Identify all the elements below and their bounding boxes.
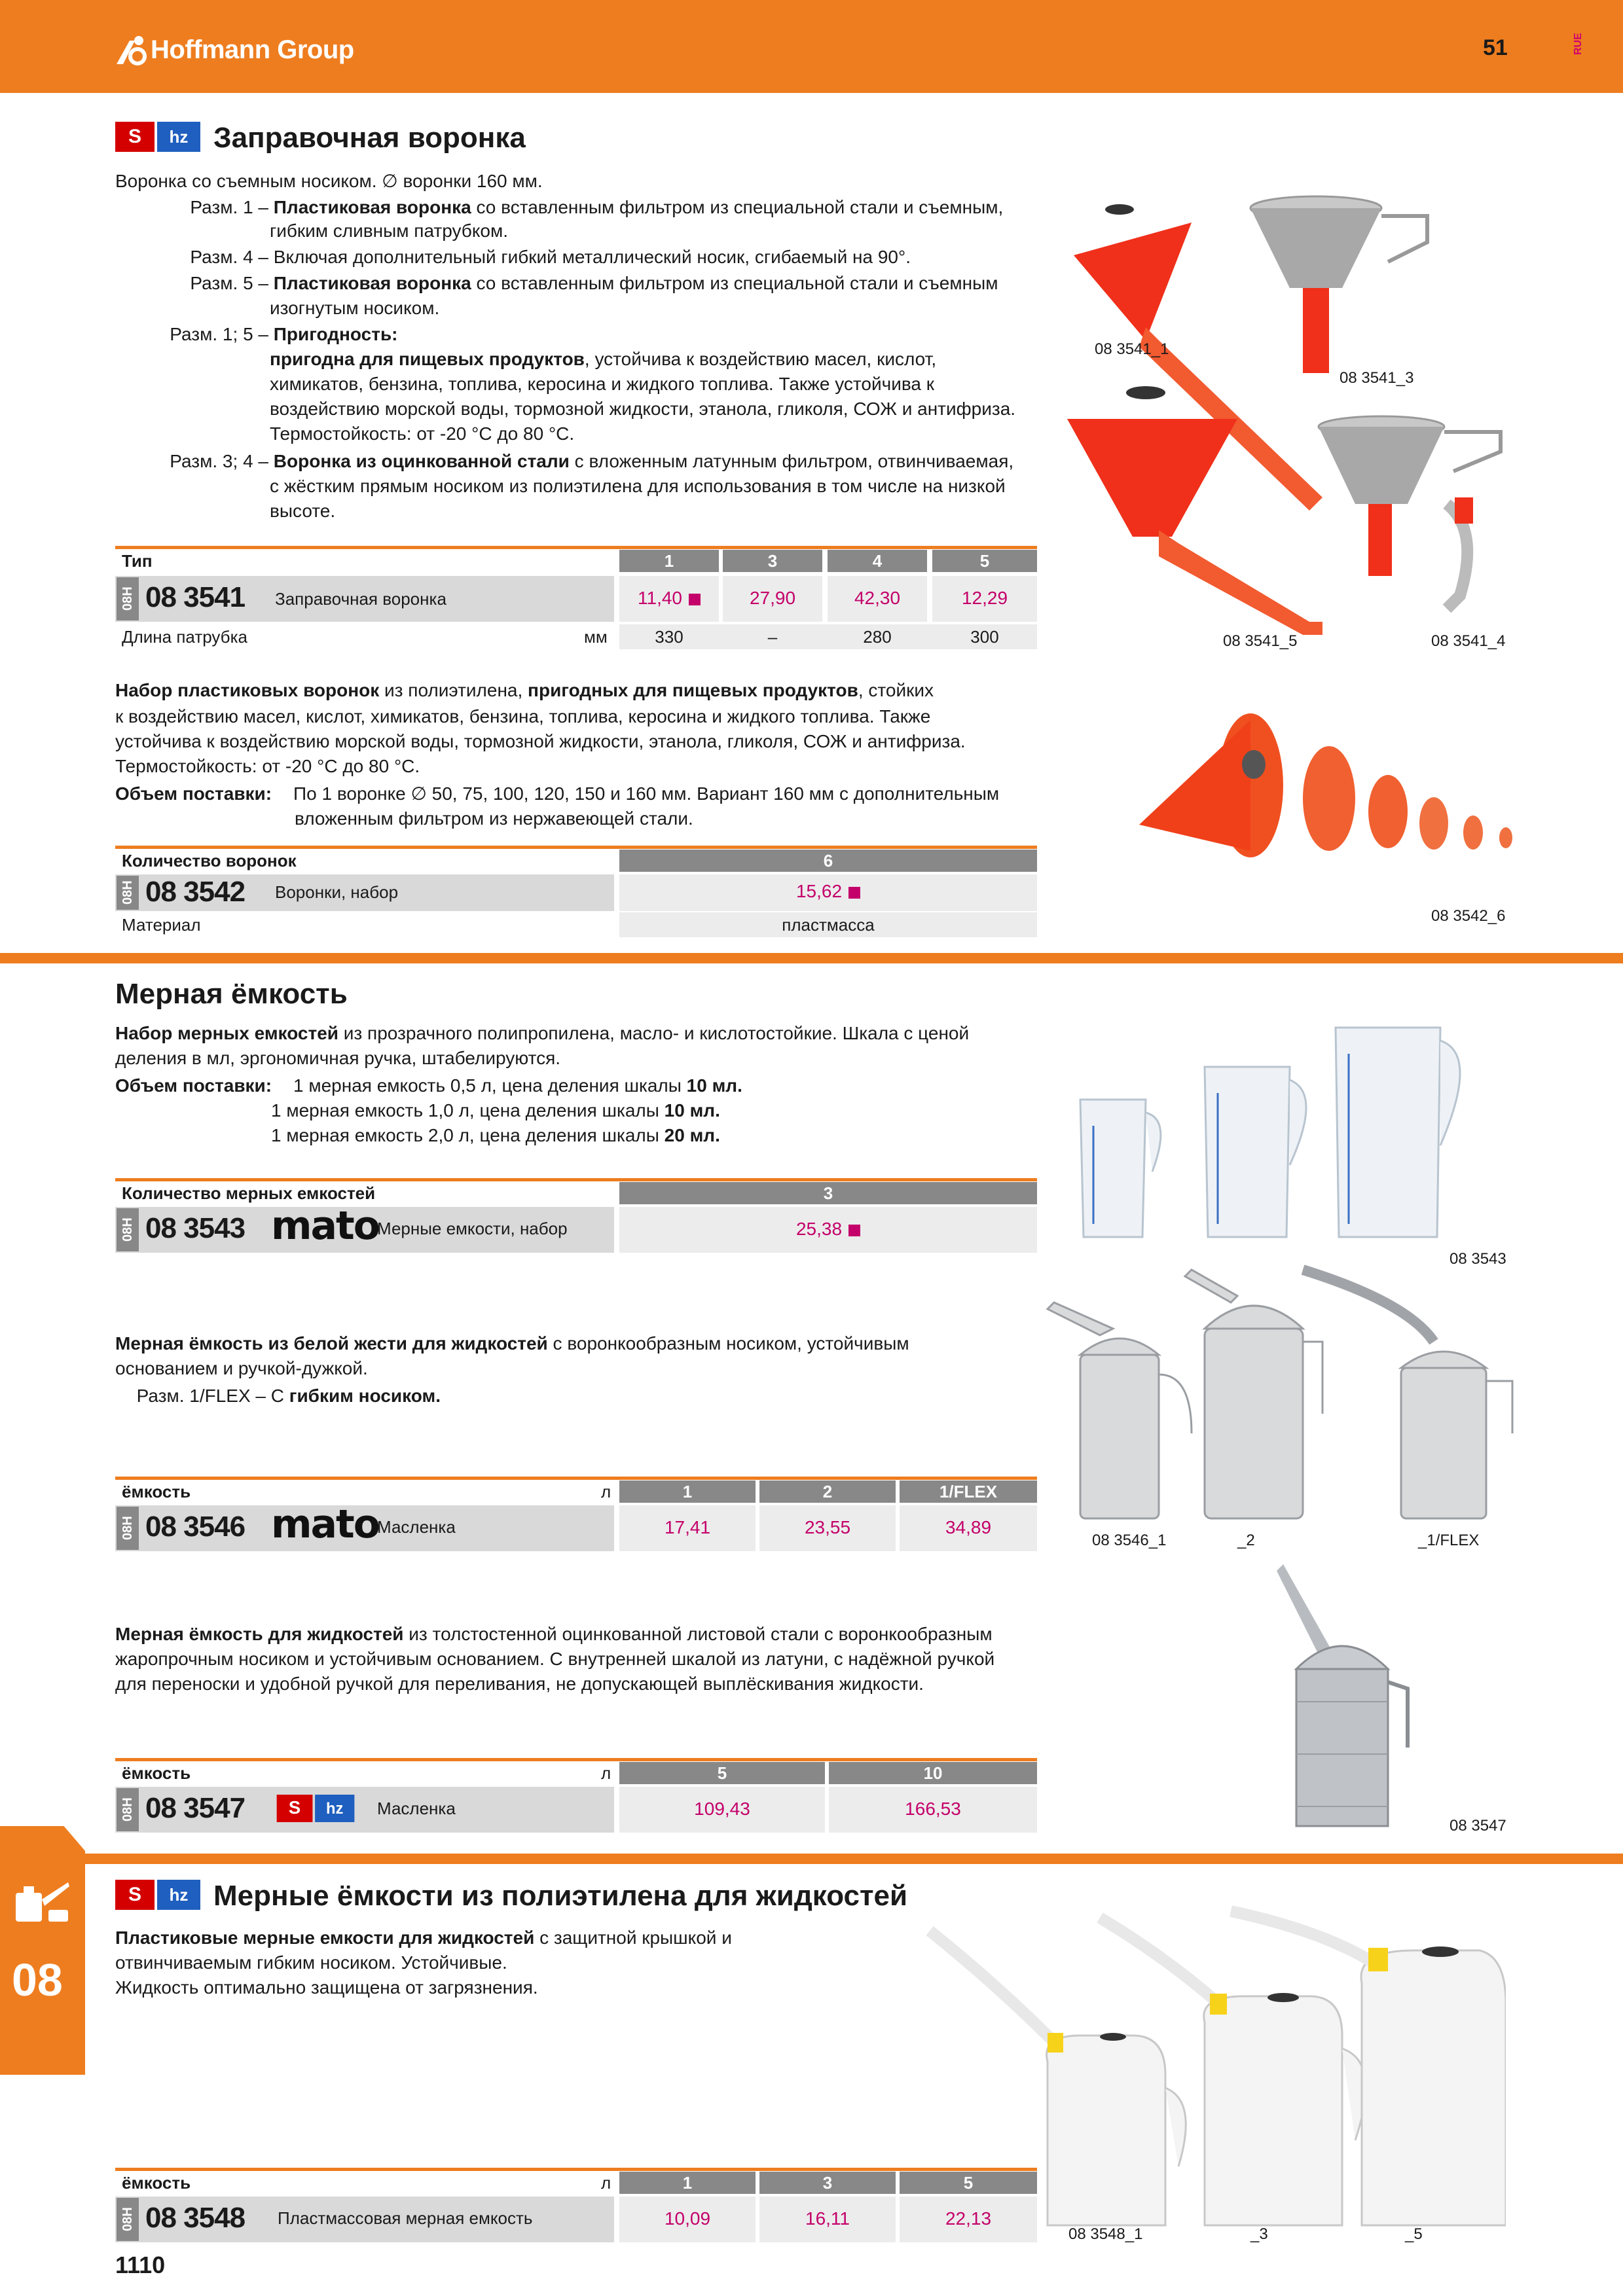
col-head: 1 [682,2173,693,2193]
size-label: Разм. 1; 5 – [170,324,268,344]
suitability-text-1: пригодна для пищевых продуктов, устойчива к воздействию масел, кислот, [270,349,937,369]
table-top-rule [115,546,1037,549]
image-caption: _3 [1250,2225,1268,2243]
metal-funnel-image [1244,190,1440,386]
section-divider [85,1854,1623,1864]
spec-value: пластмасса [782,915,875,935]
scope-line: Объем поставки: По 1 воронке ∅ 50, 75, 100, 120, 150 и 160 мм. Вариант 160 мм с дополнительным [115,783,1000,804]
col-head: 1/FLEX [939,1482,998,1501]
size-34-cont-1: с жёстким прямым носиком из полиэтилена для использования в том числе на низкой [270,476,1006,496]
col-head: 3 [822,2173,833,2193]
size-label: Разм. 5 – [190,273,268,293]
image-caption: _5 [1405,2225,1423,2243]
svg-text:hz: hz [169,127,189,147]
plastic-jug-text-3: Жидкость оптимально защищена от загрязнения. [115,1977,538,1998]
table-head-label: ёмкость [122,1763,191,1783]
catalog-side-tag: 08H [117,2198,139,2241]
brand-name: Hoffmann Group [151,35,354,64]
svg-text:hz: hz [326,1801,344,1818]
table-top-rule [115,1758,1037,1761]
article-number: 08 3548 [145,2202,246,2234]
col-head: 1 [682,1482,693,1501]
section-title: Заправочная воронка [213,122,526,154]
scope-line: Объем поставки: 1 мерная емкость 0,5 л, цена деления шкалы 10 мл. [115,1075,742,1096]
unit-label: л [601,1482,611,1501]
svg-text:S: S [128,1884,142,1905]
scope-cont: вложенным фильтром из нержавеющей стали. [295,808,693,829]
suitability-text-4: Термостойкость: от -20 °С до 80 °С. [270,423,575,444]
chapter-tab [0,1826,85,2075]
hoffmann-logo-icon [115,34,148,65]
oil-can-icon [12,1873,72,1926]
plastic-jug-text-2: отвинчиваемым гибким носиком. Устойчивые. [115,1952,507,1973]
suitability-line [115,322,398,347]
size-text: Включая дополнительный гибкий металлический носик, сгибаемый на 90°. [273,247,911,267]
image-caption: 08 3542_6 [1431,907,1506,925]
spec-value: 330 [655,627,684,647]
chapter-number: 08 [12,1954,63,2005]
size-34-cont-2: высоте. [270,501,336,521]
stock-marker-icon [848,1225,860,1236]
image-caption: 08 3541_4 [1431,632,1506,650]
measure-set-text-2: деления в мл, эргономичная ручка, штабелируются. [115,1048,561,1068]
table-top-rule [115,2168,1037,2171]
article-name: Воронки, набор [275,882,399,902]
mato-brand-logo: mato [271,1203,379,1249]
galvanized-can-text-1: Мерная ёмкость для жидкостей из толстостенной оцинкованной листовой стали с воронкообразным [115,1624,993,1644]
svg-text:hz: hz [169,1885,189,1905]
article-name: Мерные емкости, набор [377,1219,568,1238]
article-name: Пластмассовая мерная емкость [278,2208,533,2228]
image-caption: 08 3547 [1450,1817,1506,1835]
suitability-text-2: химикатов, бензина, топлива, керосина и жидкого топлива. Также устойчива к [270,374,935,394]
funnel-set-image [1139,707,1532,903]
table-head-label: Количество мерных емкостей [122,1183,376,1203]
spec-value: 300 [970,627,999,647]
unit-label: л [601,1763,611,1783]
red-funnel-bent-image [1061,380,1336,641]
brand-badge-icon [115,122,200,152]
intro-text: Воронка со съемным носиком. ∅ воронки 160 мм. [115,171,543,191]
article-name: Масленка [377,1517,456,1537]
col-head: 5 [963,2173,974,2193]
catalog-side-tag: 08H [117,1208,139,1251]
brand-badge-icon [115,1880,200,1910]
col-head: 2 [822,1482,833,1501]
article-name: Масленка [377,1799,456,1818]
galvanized-can-text-3: для переноски и удобной ручкой для переливания, не допускающей выплёскивания жидкости. [115,1674,924,1694]
galvanized-funnel-image [1316,412,1512,641]
price[interactable]: 11,40 [619,588,719,609]
col-head: 3 [767,551,778,571]
page-number: 51 [1483,35,1508,60]
price[interactable]: 34,89 [945,1517,992,1537]
mato-brand-logo: mato [271,1501,379,1547]
price[interactable]: 25,38 [619,1219,1037,1240]
price[interactable]: 22,13 [945,2208,992,2229]
galvanized-oil-can-image [1270,1558,1427,1833]
image-caption: 08 3548_1 [1068,2225,1143,2243]
catalog-side-tag: 08H [117,577,139,620]
image-caption: 08 3541_5 [1223,632,1298,650]
scope-line: 1 мерная емкость 2,0 л, цена деления шкалы 20 мл. [271,1125,720,1145]
article-number: 08 3546 [145,1511,246,1543]
price[interactable]: 23,55 [804,1517,851,1537]
size-text: со вставленным фильтром из специальной стали и съемным [471,273,998,293]
funnel-set-text-1: Набор пластиковых воронок из полиэтилена, пригодных для пищевых продуктов, стойких [115,680,934,700]
image-caption: 08 3546_1 [1092,1532,1167,1549]
size-bold: Пластиковая воронка [273,273,471,293]
price[interactable]: 42,30 [854,588,901,608]
size-1-line [115,195,1003,220]
tin-can-text-2: основанием и ручкой-дужкой. [115,1358,368,1378]
price[interactable]: 109,43 [694,1799,750,1819]
article-name: Заправочная воронка [275,589,447,609]
table-top-rule [115,846,1037,849]
section-divider [0,953,1623,963]
measuring-jugs-image [1074,1014,1506,1250]
spec-value: 280 [863,627,892,647]
catalog-side-tag: 08H [117,1507,139,1550]
section-title: Мерная ёмкость [115,978,348,1010]
article-number: 08 3547 [145,1792,246,1824]
size-4-line [115,245,911,270]
svg-text:S: S [288,1797,301,1818]
table-top-rule [115,1178,1037,1181]
tin-oil-cans-image [1041,1263,1525,1525]
col-head: 1 [664,551,674,571]
suitability-text-3: воздействию морской воды, тормозной жидкости, этанола, гликоля, СОЖ и антифриза. [270,399,1016,419]
size-5-line [115,271,998,296]
funnel-set-text-2: к воздействию масел, кислот, химикатов, бензина, топлива, керосина и жидкого топлива. Также [115,706,931,726]
size-flex-line: Разм. 1/FLEX – С гибким носиком. [136,1386,441,1406]
col-head: 3 [823,1183,833,1203]
table-head-label: ёмкость [122,2173,191,2193]
col-head: 5 [979,551,990,571]
image-caption: _2 [1237,1532,1255,1549]
col-head: 5 [717,1763,727,1783]
price[interactable]: 166,53 [905,1799,961,1819]
size-label: Разм. 4 – [190,247,268,267]
section-title: Мерные ёмкости из полиэтилена для жидкостей [213,1880,908,1912]
price[interactable]: 16,11 [805,2208,850,2229]
funnel-set-text-4: Термостойкость: от -20 °С до 80 °С. [115,756,420,776]
catalog-side-tag: 08H [117,876,139,910]
size-5-cont: изогнутым носиком. [270,298,440,318]
page-header [0,0,1623,93]
table-head-label: Количество воронок [122,851,297,870]
col-head: 4 [872,551,883,571]
image-caption: _1/FLEX [1418,1532,1480,1549]
table-head-label: ёмкость [122,1482,191,1501]
language-code: RUE [1573,33,1584,55]
price[interactable]: 12,29 [961,588,1008,608]
image-caption: 08 3541_3 [1340,369,1414,387]
measure-set-text-1: Набор мерных емкостей из прозрачного полипропилена, масло- и кислотостойкие. Шкала с ценой [115,1023,970,1043]
size-label: Разм. 1 – [190,197,268,217]
size-1-cont: гибким сливным патрубком. [270,221,508,241]
size-label: Разм. 3; 4 – [170,451,268,471]
spec-unit: мм [584,627,608,647]
article-number: 08 3543 [145,1212,246,1244]
price[interactable]: 10,09 [664,2208,711,2229]
footer-page-number: 1110 [115,2251,166,2278]
unit-label: л [601,2173,611,2193]
table-head-label: Тип [122,551,153,571]
price[interactable]: 17,41 [664,1517,711,1537]
scope-line: 1 мерная емкость 1,0 л, цена деления шкалы 10 мл. [271,1100,720,1121]
plastic-jugs-image [917,1905,1506,2232]
tin-can-text-1: Мерная ёмкость из белой жести для жидкостей с воронкообразным носиком, устойчивым [115,1333,909,1354]
size-bold: Воронка из оцинкованной стали [273,451,570,471]
brand-badge-icon [276,1795,355,1822]
spec-value: – [767,627,778,647]
size-bold: Пластиковая воронка [273,197,471,217]
size-text: со вставленным фильтром из специальной стали и съемным, [471,197,1004,217]
funnel-set-text-3: устойчива к воздействию морской воды, тормозной жидкости, этанола, гликоля, СОЖ и антифриза. [115,731,966,751]
size-34-line: Разм. 3; 4 – Воронка из оцинкованной стали с вложенным латунным фильтром, отвинчиваемая, [115,449,1013,474]
col-head: 10 [923,1763,943,1783]
table-top-rule [115,1477,1037,1480]
image-caption: 08 3543 [1450,1250,1506,1268]
article-number: 08 3542 [145,876,246,908]
size-bold: Пригодность: [273,324,398,344]
catalog-side-tag: 08H [117,1788,139,1831]
stock-marker-icon [689,594,701,605]
stock-marker-icon [848,887,860,899]
galvanized-can-text-2: жаропрочным носиком и устойчивым основанием. С внутренней шкалой из латуни, с надёжной ручкой [115,1649,995,1669]
price[interactable]: 27,90 [749,588,796,608]
svg-text:S: S [128,126,142,147]
spec-label: Длина патрубка [122,627,247,647]
article-number: 08 3541 [145,581,246,613]
plastic-jug-text-1: Пластиковые мерные емкости для жидкостей с защитной крышкой и [115,1928,732,1948]
col-head: 6 [823,851,833,870]
spec-label: Материал [122,915,201,935]
price[interactable]: 15,62 [619,881,1037,902]
image-caption: 08 3541_1 [1095,340,1169,358]
